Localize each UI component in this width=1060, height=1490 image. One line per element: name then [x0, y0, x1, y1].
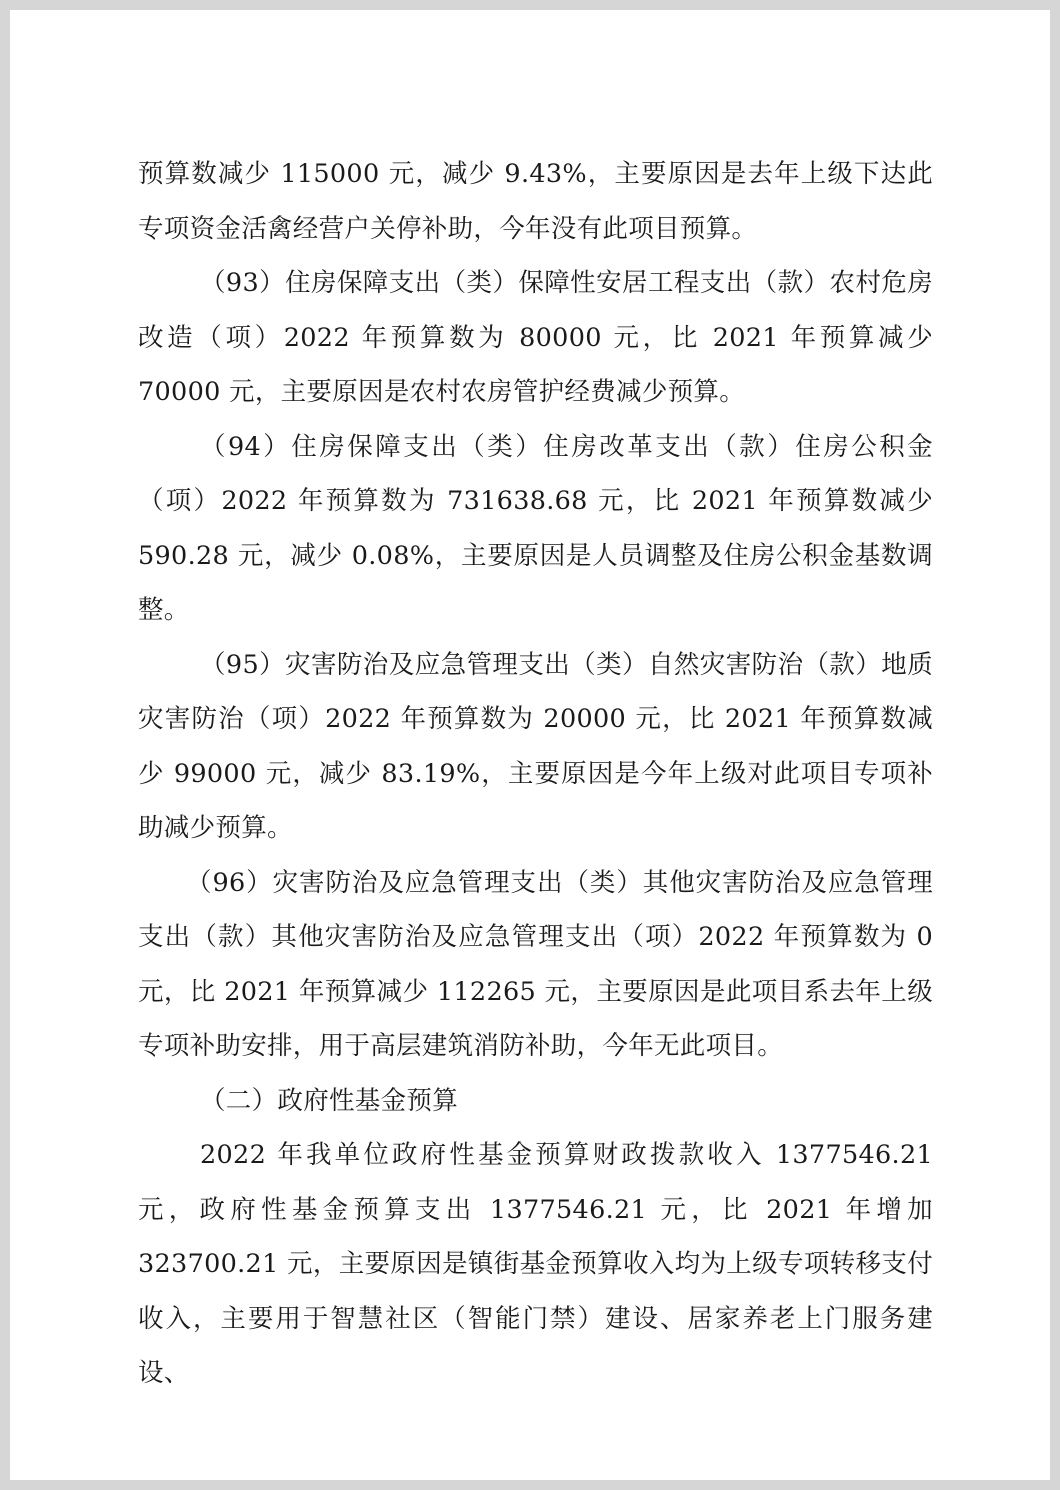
- paragraph-government-fund-budget: 2022 年我单位政府性基金预算财政拨款收入 1377546.21 元，政府性基金预算支出 1377546.21 元，比 2021 年增加 323700.21 元，主要原因是镇街基金预算收入均为上级专项转移支付收入，主要用于智慧社区（智能门禁）建设、居家养老上门服务建设、: [138, 1140, 933, 1388]
- paragraph-item-95: （95）灾害防治及应急管理支出（类）自然灾害防治（款）地质灾害防治（项）2022 年预算数为 20000 元，比 2021 年预算数减少 99000 元，减少 83.19%，主要原因是今年上级对此项目专项补助减少预算。: [138, 649, 933, 843]
- document-body: [138, 147, 933, 1401]
- paragraph-item-93: （93）住房保障支出（类）保障性安居工程支出（款）农村危房改造（项）2022 年预算数为 80000 元，比 2021 年预算减少 70000 元，主要原因是农村农房管护经费减少预算。: [138, 268, 933, 407]
- paragraph-continuation: 预算数减少 115000 元，减少 9.43%，主要原因是去年上级下达此专项资金活禽经营户关停补助，今年没有此项目预算。: [138, 159, 933, 244]
- paragraph-item-94: （94）住房保障支出（类）住房改革支出（款）住房公积金（项）2022 年预算数为 731638.68 元，比 2021 年预算数减少 590.28 元，减少 0.08%，主要原因是人员调整及住房公积金基数调整。: [138, 431, 933, 625]
- section-heading-government-fund-budget: （二）政府性基金预算: [200, 1085, 459, 1116]
- document-page: [10, 10, 1050, 1480]
- paragraph-item-96: （96）灾害防治及应急管理支出（类）其他灾害防治及应急管理支出（款）其他灾害防治及应急管理支出（项）2022 年预算数为 0 元，比 2021 年预算减少 112265 元，主要原因是此项目系去年上级专项补助安排，用于高层建筑消防补助，今年无此项目。: [138, 867, 933, 1061]
